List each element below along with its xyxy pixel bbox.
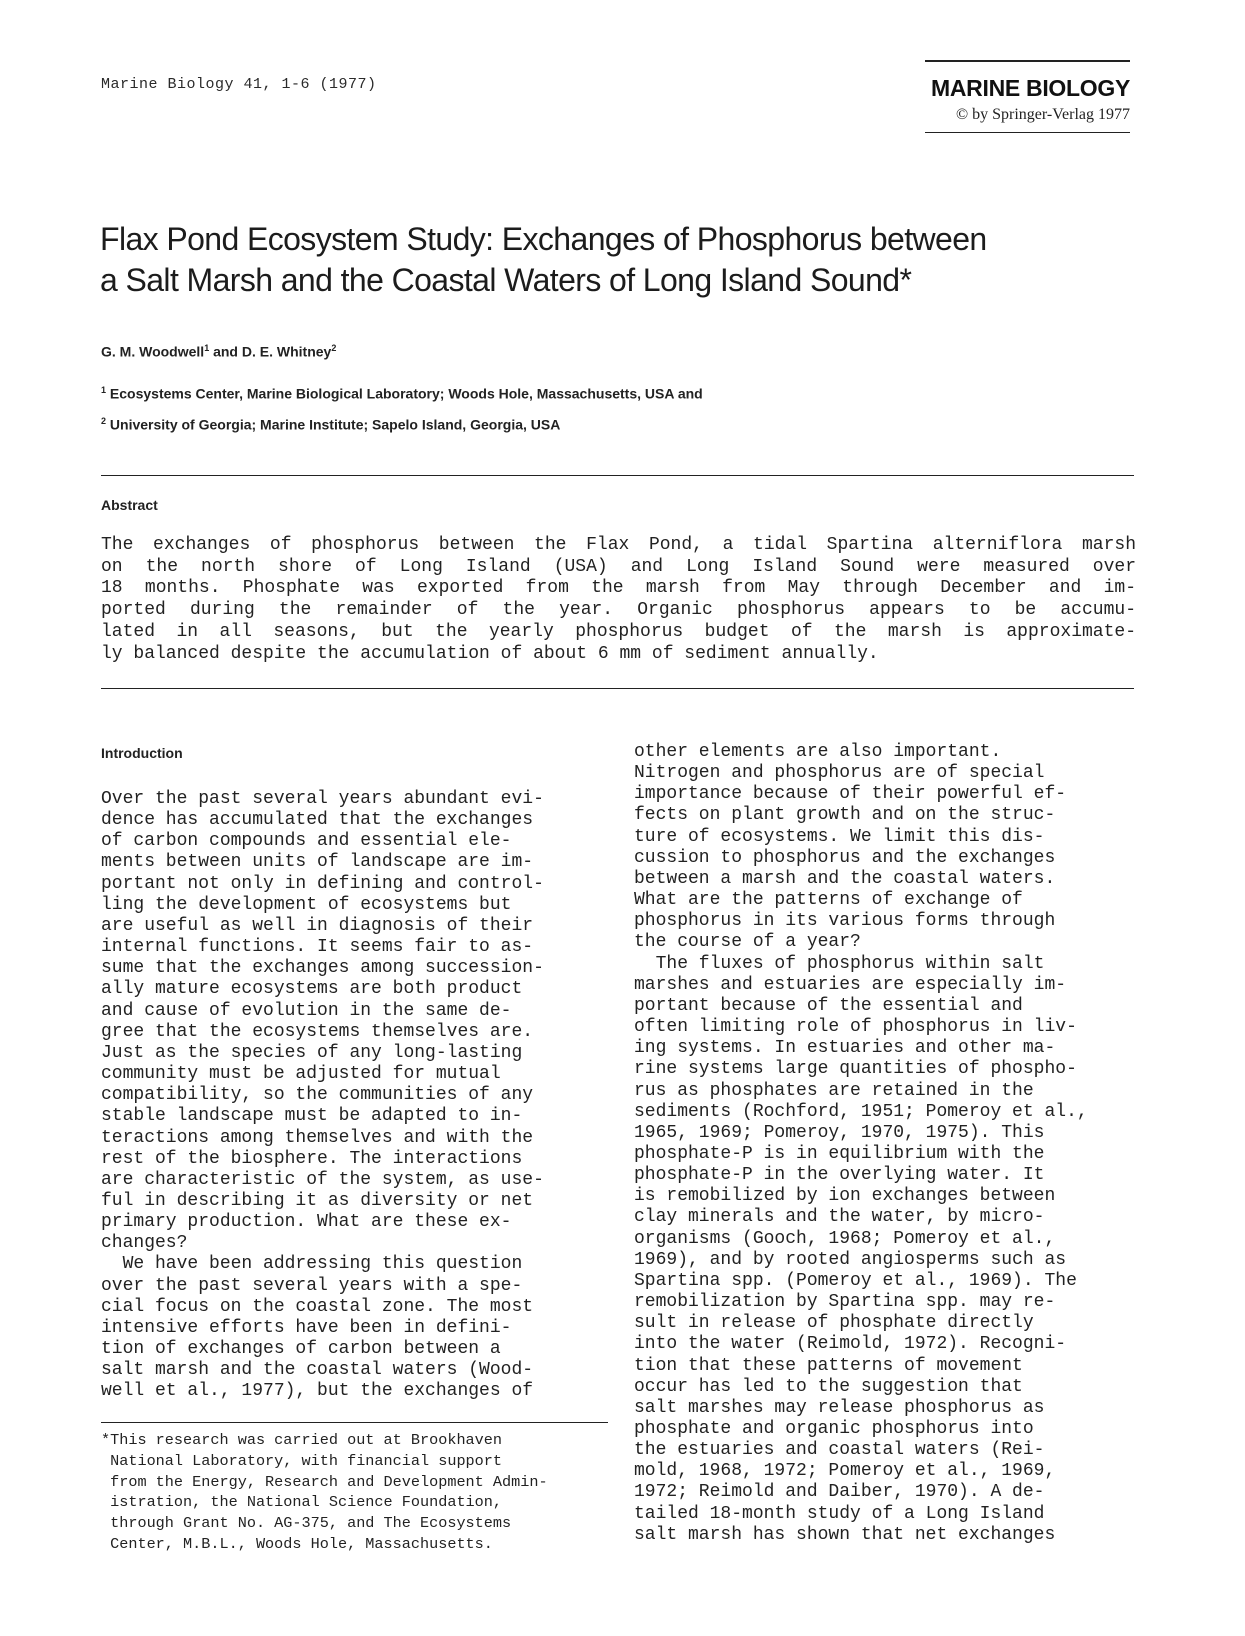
abstract-line: The exchanges of phosphorus between the Flax Pond, a tidal Spartina alterniflora marsh [101, 535, 1136, 555]
body-text-line: phosphorus in its various forms through [634, 911, 1056, 932]
body-text-line: are useful as well in diagnosis of their [101, 915, 534, 936]
body-text-line: sume that the exchanges among succession- [101, 958, 544, 979]
body-text-line: importance because of their powerful ef- [634, 784, 1067, 805]
body-text-line: is remobilized by ion exchanges between [634, 1186, 1056, 1207]
body-text-line: dence has accumulated that the exchanges [101, 810, 534, 831]
left-column-text [101, 789, 611, 1403]
body-text-line: cussion to phosphorus and the exchanges [634, 847, 1056, 868]
abstract-line: lated in all seasons, but the yearly phosphorus budget of the marsh is approximate- [101, 621, 1136, 642]
body-text-line: over the past several years with a spe- [101, 1275, 523, 1296]
body-text-line: phosphate-P in the overlying water. It [634, 1165, 1045, 1186]
journal-name: MARINE BIOLOGY [931, 75, 1130, 101]
footnote-line: National Laboratory, with financial support [101, 1451, 503, 1470]
journal-citation: Marine Biology 41, 1-6 (1977) [101, 76, 377, 93]
body-text-line: tailed 18-month study of a Long Island [634, 1503, 1045, 1524]
body-text-line: phosphate and organic phosphorus into [634, 1419, 1034, 1439]
introduction-heading: Introduction [101, 745, 183, 761]
body-text-line: We have been addressing this question [101, 1254, 523, 1275]
footnote-line: *This research was carried out at Brookhaven [101, 1431, 503, 1449]
body-text-line: clay minerals and the water, by micro- [634, 1207, 1045, 1228]
abstract-heading: Abstract [101, 497, 158, 513]
body-text-line: ally mature ecosystems are both product [101, 979, 523, 1000]
affiliation-marker: 1 [101, 385, 107, 395]
body-text-line: fects on plant growth and on the struc- [634, 805, 1056, 826]
title-line: a Salt Marsh and the Coastal Waters of Long Island Sound* [100, 262, 912, 298]
affiliation-marker: 2 [101, 416, 107, 426]
body-text-line: cial focus on the coastal zone. The most [101, 1296, 534, 1317]
affiliation [101, 385, 703, 402]
body-text-line: phosphate-P is in equilibrium with the [634, 1143, 1045, 1164]
body-text-line: ture of ecosystems. We limit this dis- [634, 826, 1045, 847]
body-text-line: are characteristic of the system, as use- [101, 1169, 544, 1190]
footnote-line: istration, the National Science Foundation, [101, 1493, 503, 1512]
body-text-line: the course of a year? [634, 932, 861, 953]
body-text-line: well et al., 1977), but the exchanges of [101, 1381, 534, 1402]
body-text-line: The fluxes of phosphorus within salt [634, 953, 1045, 974]
footnote-rule [101, 1422, 608, 1423]
body-text-line: of carbon compounds and essential ele- [101, 831, 512, 852]
body-text-line: other elements are also important. [634, 742, 1002, 762]
abstract-line: ly balanced despite the accumulation of about 6 mm of sediment annually. [101, 643, 879, 664]
paper-title [100, 219, 1120, 301]
body-text-line: ments between units of landscape are im- [101, 852, 534, 873]
body-text-line: mold, 1968, 1972; Pomeroy et al., 1969, [634, 1461, 1056, 1482]
body-text-line: occur has led to the suggestion that [634, 1376, 1023, 1397]
body-text-line: often limiting role of phosphorus in liv- [634, 1017, 1077, 1038]
journal-masthead [925, 60, 1130, 133]
footnote-line: Center, M.B.L., Woods Hole, Massachusetts. [101, 1534, 493, 1553]
affiliation-marker: 1 [204, 343, 210, 353]
body-text-line: gree that the ecosystems themselves are. [101, 1021, 534, 1042]
body-text-line: Over the past several years abundant evi- [101, 789, 544, 809]
body-text-line: and cause of evolution in the same de- [101, 1000, 512, 1021]
footnote-line: through Grant No. AG-375, and The Ecosystems [101, 1514, 512, 1533]
body-text-line: ful in describing it as diversity or net [101, 1190, 534, 1211]
body-text-line: portant not only in defining and control- [101, 873, 544, 894]
body-text-line: the estuaries and coastal waters (Rei- [634, 1440, 1045, 1461]
author-name: G. M. Woodwell [101, 343, 205, 360]
body-text-line: rest of the biosphere. The interactions [101, 1148, 523, 1169]
body-text-line: 1969), and by rooted angiosperms such as [634, 1249, 1067, 1270]
body-text-line: What are the patterns of exchange of [634, 890, 1023, 911]
body-text-line: sediments (Rochford, 1951; Pomeroy et al., [634, 1101, 1088, 1122]
body-text-line: into the water (Reimold, 1972). Recogni- [634, 1334, 1067, 1355]
body-text-line: ling the development of ecosystems but [101, 894, 512, 915]
body-text-line: tion that these patterns of movement [634, 1355, 1023, 1376]
journal-copyright: © by Springer-Verlag 1977 [955, 106, 1130, 123]
abstract-line: ported during the remainder of the year. Organic phosphorus appears to be accumu- [101, 600, 1136, 621]
body-text-line: internal functions. It seems fair to as- [101, 937, 534, 958]
abstract-line: 18 months. Phosphate was exported from the marsh from May through December and im- [101, 578, 1136, 599]
body-text-line: stable landscape must be adapted to in- [101, 1106, 523, 1127]
body-text-line: intensive efforts have been in defini- [101, 1317, 512, 1338]
body-text-line: salt marsh has shown that net exchanges [634, 1524, 1056, 1545]
body-text-line: changes? [101, 1233, 188, 1254]
affiliation-marker: 2 [331, 343, 337, 353]
author-list [101, 343, 336, 360]
abstract-bottom-rule [101, 688, 1134, 689]
affiliation-text: Ecosystems Center, Marine Biological Laboratory; Woods Hole, Massachusetts, USA and [109, 385, 703, 402]
left-column [101, 745, 611, 1403]
abstract-body [101, 535, 1136, 665]
body-text-line: sult in release of phosphate directly [634, 1313, 1034, 1334]
body-text-line: primary production. What are these ex- [101, 1212, 512, 1233]
author-conjunction: and [209, 343, 242, 360]
body-text-line: community must be adjusted for mutual [101, 1064, 501, 1085]
body-text-line: remobilization by Spartina spp. may re- [634, 1292, 1056, 1313]
title-line: Flax Pond Ecosystem Study: Exchanges of Phosphorus between [100, 221, 987, 257]
body-text-line: teractions among themselves and with the [101, 1127, 534, 1148]
footnote-line: from the Energy, Research and Development Admin- [101, 1472, 548, 1491]
abstract-line: on the north shore of Long Island (USA) and Long Island Sound were measured over [101, 556, 1136, 577]
body-text-line: 1965, 1969; Pomeroy, 1970, 1975). This [634, 1122, 1045, 1143]
body-text-line: 1972; Reimold and Daiber, 1970). A de- [634, 1482, 1045, 1503]
affiliation-text: University of Georgia; Marine Institute; Sapelo Island, Georgia, USA [109, 416, 561, 433]
body-text-line: rine systems large quantities of phospho- [634, 1059, 1077, 1080]
right-column [634, 742, 1149, 1546]
abstract-top-rule [101, 475, 1134, 476]
body-text-line: portant because of the essential and [634, 995, 1023, 1016]
right-column-text [634, 742, 1149, 1546]
body-text-line: tion of exchanges of carbon between a [101, 1339, 501, 1360]
body-text-line: salt marshes may release phosphorus as [634, 1397, 1045, 1418]
affiliation [101, 416, 560, 433]
body-text-line: compatibility, so the communities of any [101, 1085, 534, 1106]
author-name: D. E. Whitney [241, 343, 332, 360]
body-text-line: Just as the species of any long-lasting [101, 1042, 523, 1063]
footnote [101, 1430, 611, 1555]
body-text-line: Spartina spp. (Pomeroy et al., 1969). The [634, 1270, 1077, 1291]
body-text-line: organisms (Gooch, 1968; Pomeroy et al., [634, 1228, 1056, 1249]
body-text-line: Nitrogen and phosphorus are of special [634, 763, 1045, 784]
body-text-line: between a marsh and the coastal waters. [634, 868, 1056, 889]
body-text-line: salt marsh and the coastal waters (Wood- [101, 1360, 534, 1381]
body-text-line: rus as phosphates are retained in the [634, 1080, 1034, 1101]
body-text-line: ing systems. In estuaries and other ma- [634, 1038, 1056, 1059]
body-text-line: marshes and estuaries are especially im- [634, 974, 1067, 995]
